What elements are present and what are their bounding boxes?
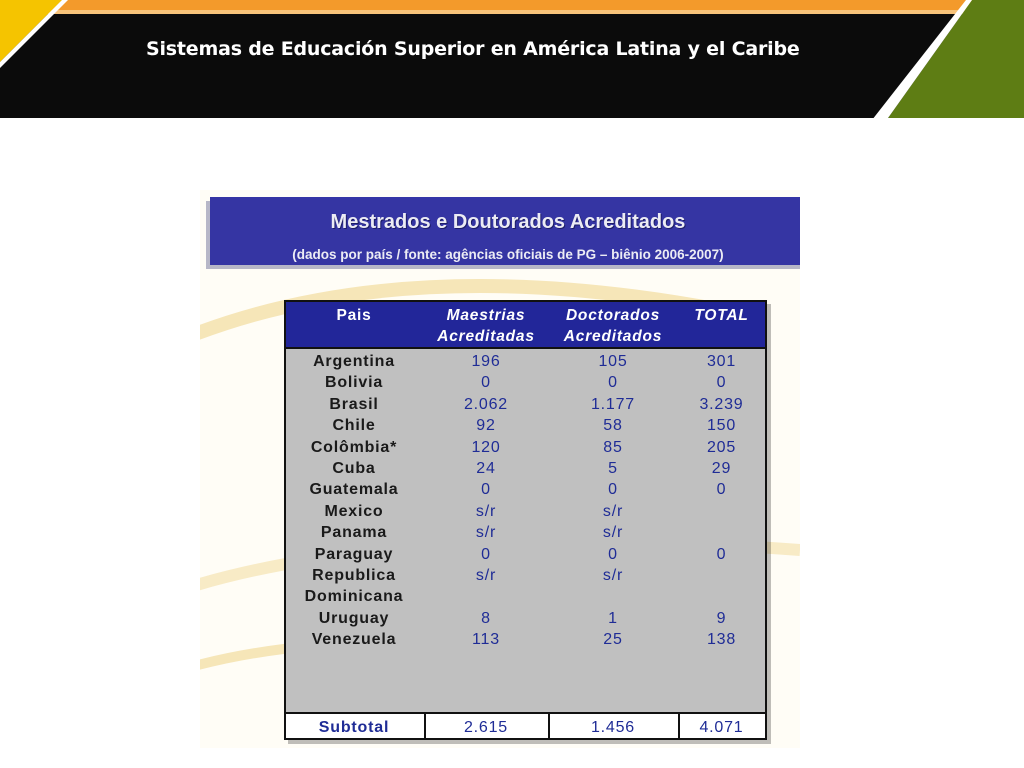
row-doctorados: 58 [603, 417, 623, 435]
header-doctorados [548, 305, 678, 347]
row-doctorados: 1.177 [590, 395, 636, 413]
row-country: Venezuela [311, 631, 397, 649]
row-country: Mexico [324, 502, 384, 520]
header-maestrias-line2: Acreditadas [437, 328, 535, 345]
row-country: Uruguay [318, 609, 390, 627]
table-row [286, 479, 765, 500]
header-maestrias-line1: Maestrias [446, 307, 526, 324]
row-total: 205 [706, 438, 737, 456]
row-total: 150 [706, 417, 737, 435]
table-image [200, 190, 800, 748]
row-maestrias: 0 [481, 545, 491, 563]
table-row [286, 351, 765, 372]
row-country: Paraguay [314, 545, 394, 563]
table-row [286, 394, 765, 415]
row-country: Guatemala [309, 481, 399, 499]
table-banner [210, 197, 800, 265]
row-country: Dominicana [304, 588, 404, 606]
row-total: 301 [706, 353, 737, 370]
row-country: Bolivia [324, 374, 384, 392]
row-maestrias: 196 [471, 353, 501, 370]
row-doctorados: 0 [608, 545, 618, 563]
header-total-label: TOTAL [694, 307, 749, 324]
table-row [286, 544, 765, 565]
header-pais-label: Pais [336, 307, 372, 324]
row-doctorados: 25 [603, 631, 623, 649]
table-row [286, 565, 765, 586]
row-doctorados: 5 [608, 460, 618, 477]
accreditation-table [284, 300, 767, 740]
subtotal-maestrias: 2.615 [463, 719, 509, 736]
row-maestrias: s/r [475, 524, 497, 542]
row-country: Chile [332, 417, 376, 435]
row-total: 138 [706, 631, 737, 649]
row-doctorados: 0 [608, 374, 618, 392]
row-maestrias: 2.062 [463, 395, 509, 413]
slide-header [0, 0, 1024, 128]
header-maestrias [424, 305, 548, 347]
row-total: 29 [711, 460, 732, 477]
table-header [286, 302, 765, 349]
row-maestrias: 92 [476, 417, 496, 435]
row-country: Argentina [313, 353, 395, 370]
banner-subtitle: (dados por país / fonte: agências oficiais de PG – biênio 2006-2007) [292, 247, 724, 262]
table-row [286, 372, 765, 393]
row-maestrias: s/r [475, 567, 497, 584]
header-doctorados-line1: Doctorados [565, 307, 661, 324]
subtotal-doctorados: 1.456 [590, 719, 636, 736]
row-doctorados: 1 [608, 609, 618, 627]
row-total: 0 [716, 374, 727, 392]
table-row [286, 415, 765, 436]
table-row [286, 501, 765, 522]
row-maestrias: 0 [481, 374, 491, 392]
row-doctorados: 85 [603, 438, 623, 456]
row-doctorados: s/r [602, 524, 624, 542]
row-maestrias: 0 [481, 481, 491, 499]
row-country: Brasil [329, 395, 379, 413]
table-row [286, 437, 765, 458]
row-maestrias: 8 [481, 609, 491, 627]
subtotal-row [286, 712, 765, 738]
row-maestrias: s/r [475, 502, 497, 520]
row-doctorados: 0 [608, 481, 618, 499]
table-row [286, 629, 765, 650]
header-pais [286, 305, 422, 326]
row-doctorados: 105 [598, 353, 628, 370]
row-maestrias: 113 [472, 631, 500, 649]
row-country: Colômbia* [310, 438, 398, 456]
row-total: 0 [716, 481, 727, 499]
row-country: Panama [320, 524, 388, 542]
header-decoration [0, 0, 1024, 128]
banner-title: Mestrados e Doutorados Acreditados [330, 211, 686, 233]
row-maestrias: 24 [476, 460, 496, 477]
header-doctorados-line2: Acreditados [563, 328, 663, 345]
row-total: 9 [716, 609, 727, 627]
row-maestrias: 120 [471, 438, 501, 456]
table-row [286, 458, 765, 479]
row-doctorados: s/r [602, 567, 624, 584]
row-country: Republica [312, 567, 396, 584]
subtotal-total: 4.071 [699, 719, 744, 736]
row-doctorados: s/r [602, 502, 624, 520]
row-total: 0 [716, 545, 727, 563]
slide-title: Sistemas de Educación Superior en América Latina y el Caribe [146, 38, 800, 60]
table-row [286, 522, 765, 543]
table-row [286, 586, 765, 607]
table-row [286, 608, 765, 629]
header-total [678, 305, 765, 326]
row-country: Cuba [332, 460, 376, 477]
row-total: 3.239 [699, 395, 744, 413]
subtotal-label: Subtotal [318, 719, 390, 736]
